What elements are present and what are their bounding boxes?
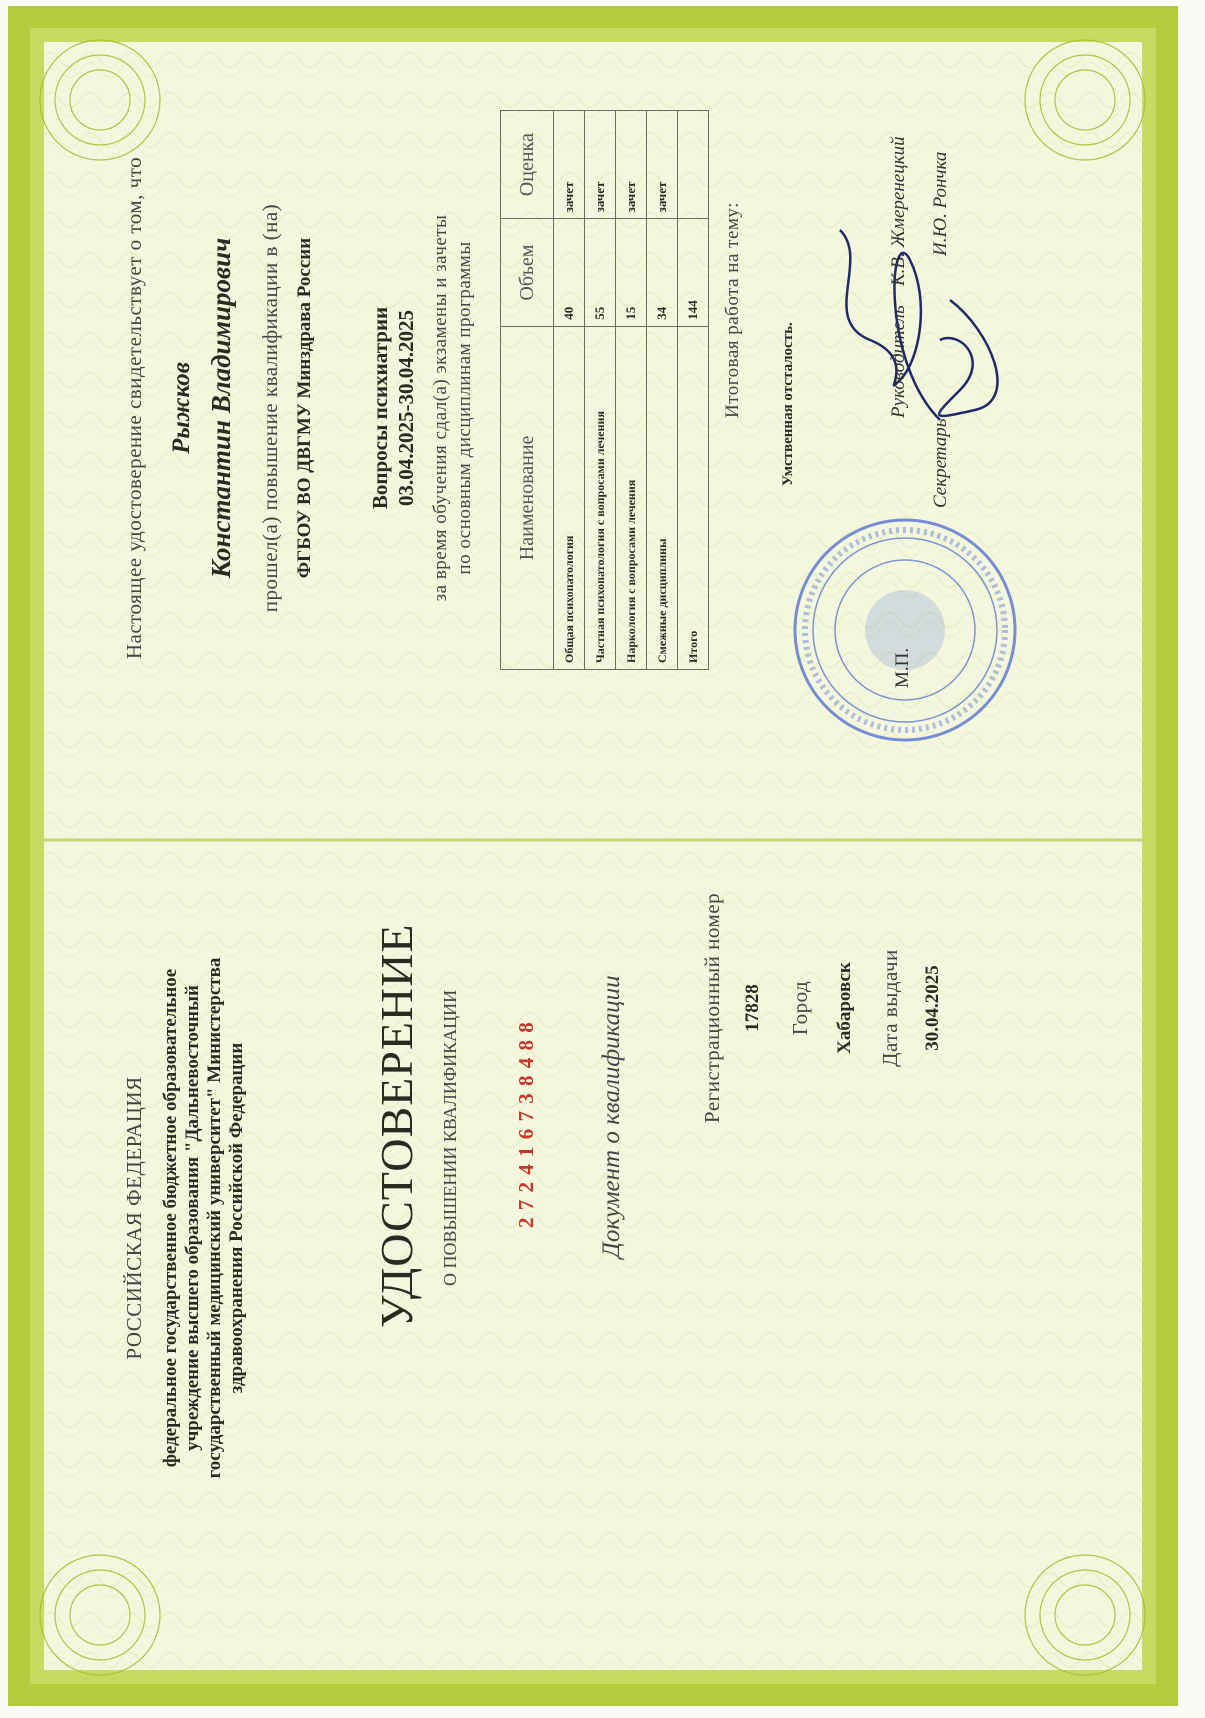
city-label: Город xyxy=(788,980,812,1036)
col-header-volume: Объем xyxy=(501,219,554,326)
org-name xyxy=(160,868,248,1568)
issue-date: 30.04.2025 xyxy=(922,965,943,1051)
org-line: здравоохранения Российской Федерации xyxy=(226,1042,247,1394)
exams-text-2: по основным дисциплинам программы xyxy=(454,241,475,575)
subject-name: Общая психопатология xyxy=(554,326,585,669)
reg-number-label: Регистрационный номер xyxy=(700,892,724,1124)
exams-text: за время обучения сдал(а) экзамены и зачеты xyxy=(430,214,451,602)
subject-volume: 15 xyxy=(616,219,647,326)
org-line: учреждение высшего образования "Дальневосточный xyxy=(182,985,203,1451)
final-work-label: Итоговая работа на тему: xyxy=(722,202,743,418)
issue-date-label: Дата выдачи xyxy=(878,949,902,1067)
doc-type: Документ о квалификации xyxy=(598,975,625,1258)
reg-number: 17828 xyxy=(742,984,763,1032)
subject-grade: зачет xyxy=(585,111,616,219)
doc-subtitle: О ПОВЫШЕНИИ КВАЛИФИКАЦИИ xyxy=(440,989,460,1286)
subject-name: Смежные дисциплины xyxy=(647,326,678,669)
subject-volume: 34 xyxy=(647,219,678,326)
col-header-name: Наименование xyxy=(501,326,554,669)
subject-volume: 55 xyxy=(585,219,616,326)
passed-text: прошел(а) повышение квалификации в (на) xyxy=(258,203,282,613)
org-line: государственный медицинский университет" Министерства xyxy=(204,957,225,1479)
table-row xyxy=(616,111,647,670)
total-volume: 144 xyxy=(678,219,709,326)
serial-number: 2 7 2 4 1 6 7 3 8 4 8 8 xyxy=(514,1021,538,1228)
table-header-row xyxy=(501,111,554,670)
program-name: Вопросы психиатрии xyxy=(368,306,392,510)
col-header-grade: Оценка xyxy=(501,111,554,219)
table-row xyxy=(647,111,678,670)
total-grade xyxy=(678,111,709,219)
city: Хабаровск xyxy=(834,962,855,1054)
doc-title: УДОСТОВЕРЕНИЕ xyxy=(371,923,422,1328)
secretary-name: И.Ю. Рончка xyxy=(930,151,951,256)
subject-name: Наркология с вопросами лечения xyxy=(616,326,647,669)
table-row-total xyxy=(678,111,709,670)
table-row xyxy=(554,111,585,670)
subject-name: Частная психопатология с вопросами лечения xyxy=(585,326,616,669)
subject-grade: зачет xyxy=(616,111,647,219)
secretary-label: Секретарь xyxy=(930,418,951,508)
subject-grade: зачет xyxy=(647,111,678,219)
grades-table xyxy=(500,110,709,670)
head-label: Руководитель xyxy=(888,305,909,418)
final-work-topic: Умственная отсталость. xyxy=(780,322,796,486)
institution: ФГБОУ ВО ДВГМУ Минздрава России xyxy=(294,237,315,579)
org-line: федеральное государственное бюджетное образовательное xyxy=(160,968,181,1468)
study-period: 03.04.2025-30.04.2025 xyxy=(394,310,418,506)
surname: Рыжков xyxy=(168,362,195,454)
subject-volume: 40 xyxy=(554,219,585,326)
full-name: Константин Владимирович xyxy=(206,237,236,579)
subject-grade: зачет xyxy=(554,111,585,219)
intro-text: Настоящее удостоверение свидетельствует о том, что xyxy=(122,156,146,660)
mp-label: М.П. xyxy=(892,647,913,688)
table-row xyxy=(585,111,616,670)
country-label: РОССИЙСКАЯ ФЕДЕРАЦИЯ xyxy=(122,1076,146,1360)
head-name: К.В. Жмеренецкий xyxy=(888,136,909,286)
total-label: Итого xyxy=(678,326,709,669)
